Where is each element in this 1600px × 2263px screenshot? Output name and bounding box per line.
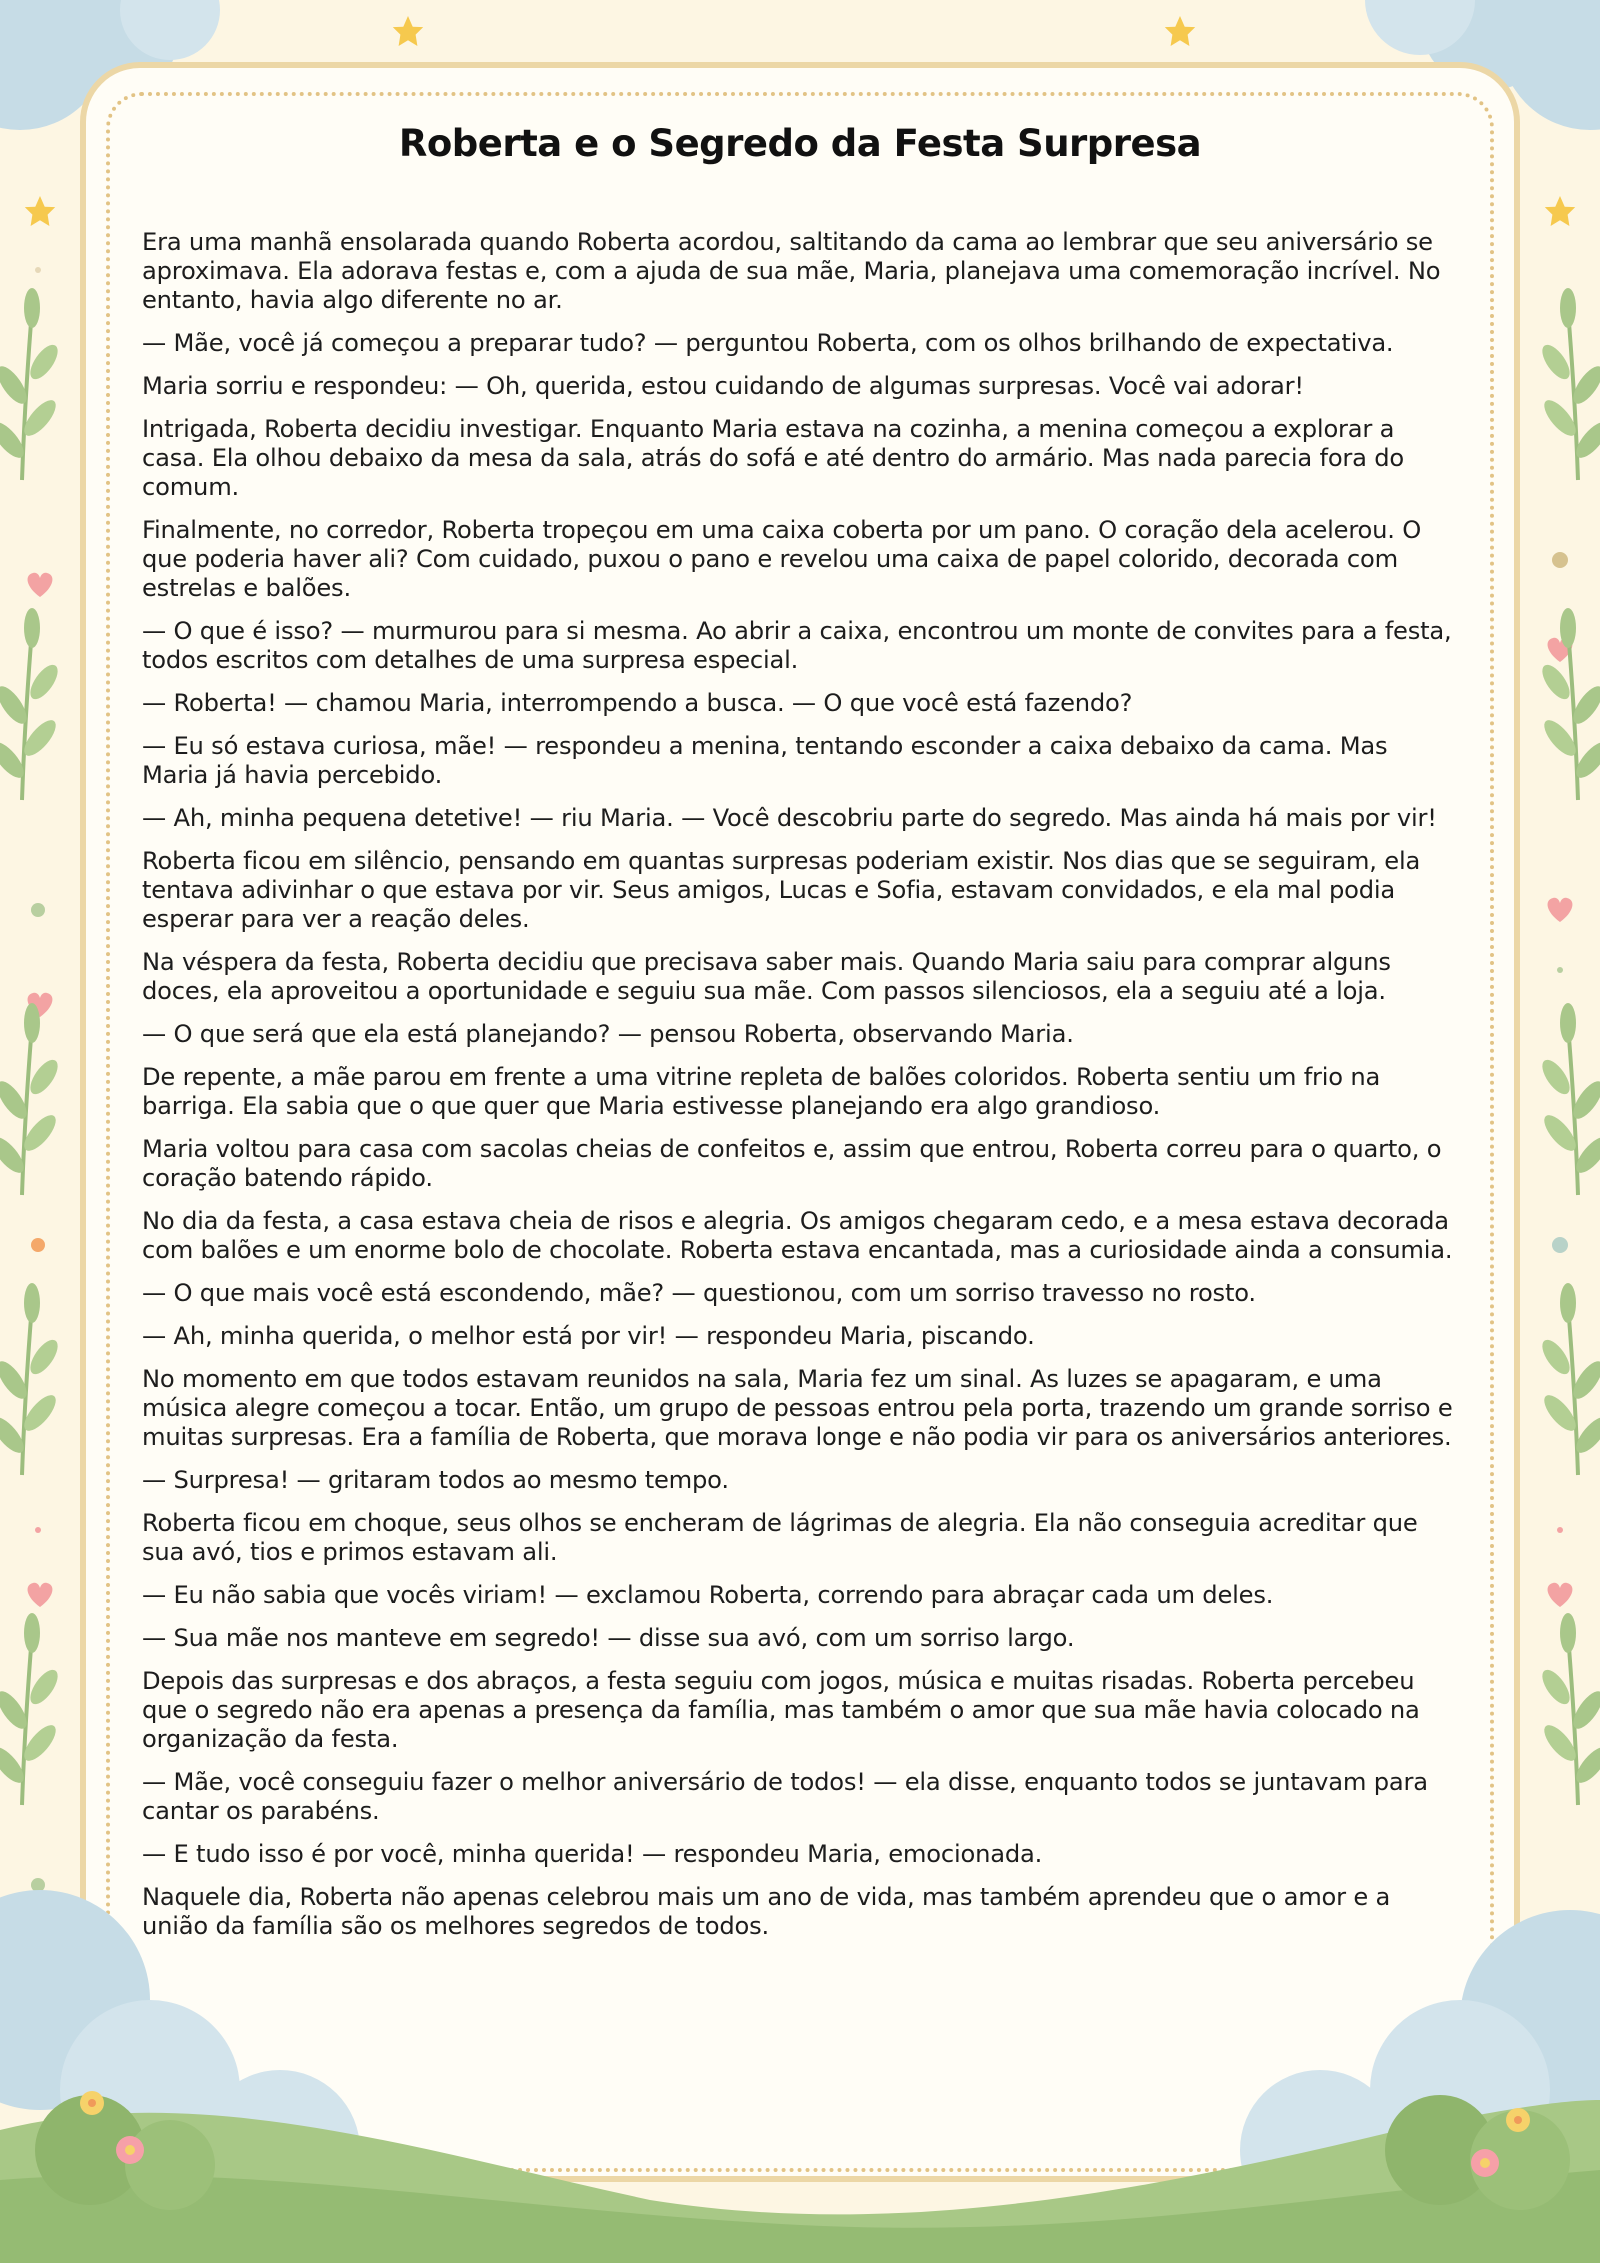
paragraph: Era uma manhã ensolarada quando Roberta acordou, saltitando da cama ao lembrar que seu aniversário se aproximava. Ela adorava festas e, com a ajuda de sua mãe, Maria, planejava uma comemoração incrível. No entanto, havia algo diferente no ar. [142,228,1441,314]
paragraph: Roberta ficou em silêncio, pensando em quantas surpresas poderiam existir. Nos dias que se seguiram, ela tentava adivinhar o que estava por vir. Seus amigos, Lucas e Sofia, estavam convidados, e ela mal podia esperar para ver a reação deles. [142,847,1421,933]
paragraph: — O que mais você está escondendo, mãe? — questionou, com um sorriso travesso no rosto. [142,1279,1256,1307]
paragraph: Finalmente, no corredor, Roberta tropeçou em uma caixa coberta por um pano. O coração dela acelerou. O que poderia haver ali? Com cuidado, puxou o pano e revelou uma caixa de papel colorido, decorada com estrelas e balões. [142,516,1422,602]
paragraph: Na véspera da festa, Roberta decidiu que precisava saber mais. Quando Maria saiu para comprar alguns doces, ela aproveitou a oportunidade e seguiu sua mãe. Com passos silenciosos, ela a seguiu até a loja. [142,948,1391,1005]
story-text [142,228,1458,1955]
paragraph: De repente, a mãe parou em frente a uma vitrine repleta de balões coloridos. Roberta sentiu um frio na barriga. Ela sabia que o que quer que Maria estivesse planejando era algo grandioso. [142,1063,1381,1120]
paragraph: — Eu só estava curiosa, mãe! — respondeu a menina, tentando esconder a caixa debaixo da cama. Mas Maria já havia percebido. [142,732,1388,789]
paragraph: — Surpresa! — gritaram todos ao mesmo tempo. [142,1466,729,1494]
paragraph: — Mãe, você conseguiu fazer o melhor aniversário de todos! — ela disse, enquanto todos se juntavam para cantar os parabéns. [142,1768,1428,1825]
paragraph: Naquele dia, Roberta não apenas celebrou mais um ano de vida, mas também aprendeu que o amor e a união da família são os melhores segredos de todos. [142,1883,1391,1940]
paragraph: No dia da festa, a casa estava cheia de risos e alegria. Os amigos chegaram cedo, e a mesa estava decorada com balões e um enorme bolo de chocolate. Roberta estava encantada, mas a curiosidade ainda a consumia. [142,1207,1453,1264]
paragraph: — E tudo isso é por você, minha querida! — respondeu Maria, emocionada. [142,1840,1043,1868]
paragraph: Maria sorriu e respondeu: — Oh, querida, estou cuidando de algumas surpresas. Você vai adorar! [142,372,1304,400]
paragraph: — Ah, minha pequena detetive! — riu Maria. — Você descobriu parte do segredo. Mas ainda há mais por vir! [142,804,1437,832]
paragraph: Depois das surpresas e dos abraços, a festa seguiu com jogos, música e muitas risadas. Roberta percebeu que o segredo não era apenas a presença da família, mas também o amor que sua mãe havia colocado na organização da festa. [142,1667,1420,1753]
paragraph: Intrigada, Roberta decidiu investigar. Enquanto Maria estava na cozinha, a menina começou a explorar a casa. Ela olhou debaixo da mesa da sala, atrás do sofá e até dentro do armário. Mas nada parecia fora do comum. [142,415,1405,501]
page-title: Roberta e o Segredo da Festa Surpresa [398,122,1202,165]
paragraph: — Eu não sabia que vocês viriam! — exclamou Roberta, correndo para abraçar cada um deles. [142,1581,1274,1609]
paragraph: — Mãe, você já começou a preparar tudo? — perguntou Roberta, com os olhos brilhando de expectativa. [142,329,1394,357]
paragraph: — Sua mãe nos manteve em segredo! — disse sua avó, com um sorriso largo. [142,1624,1075,1652]
paragraph: No momento em que todos estavam reunidos na sala, Maria fez um sinal. As luzes se apagaram, e uma música alegre começou a tocar. Então, um grupo de pessoas entrou pela porta, trazendo um grande sorriso e muitas surpresas. Era a família de Roberta, que morava longe e não podia vir para os aniversários anteriores. [142,1365,1453,1451]
paragraph: — Roberta! — chamou Maria, interrompendo a busca. — O que você está fazendo? [142,689,1133,717]
paragraph: Roberta ficou em choque, seus olhos se encheram de lágrimas de alegria. Ela não conseguia acreditar que sua avó, tios e primos estavam ali. [142,1509,1418,1566]
paragraph: Maria voltou para casa com sacolas cheias de confeitos e, assim que entrou, Roberta correu para o quarto, o coração batendo rápido. [142,1135,1442,1192]
paragraph: — Ah, minha querida, o melhor está por vir! — respondeu Maria, piscando. [142,1322,1035,1350]
paragraph: — O que é isso? — murmurou para si mesma. Ao abrir a caixa, encontrou um monte de convites para a festa, todos escritos com detalhes de uma surpresa especial. [142,617,1452,674]
paragraph: — O que será que ela está planejando? — pensou Roberta, observando Maria. [142,1020,1074,1048]
